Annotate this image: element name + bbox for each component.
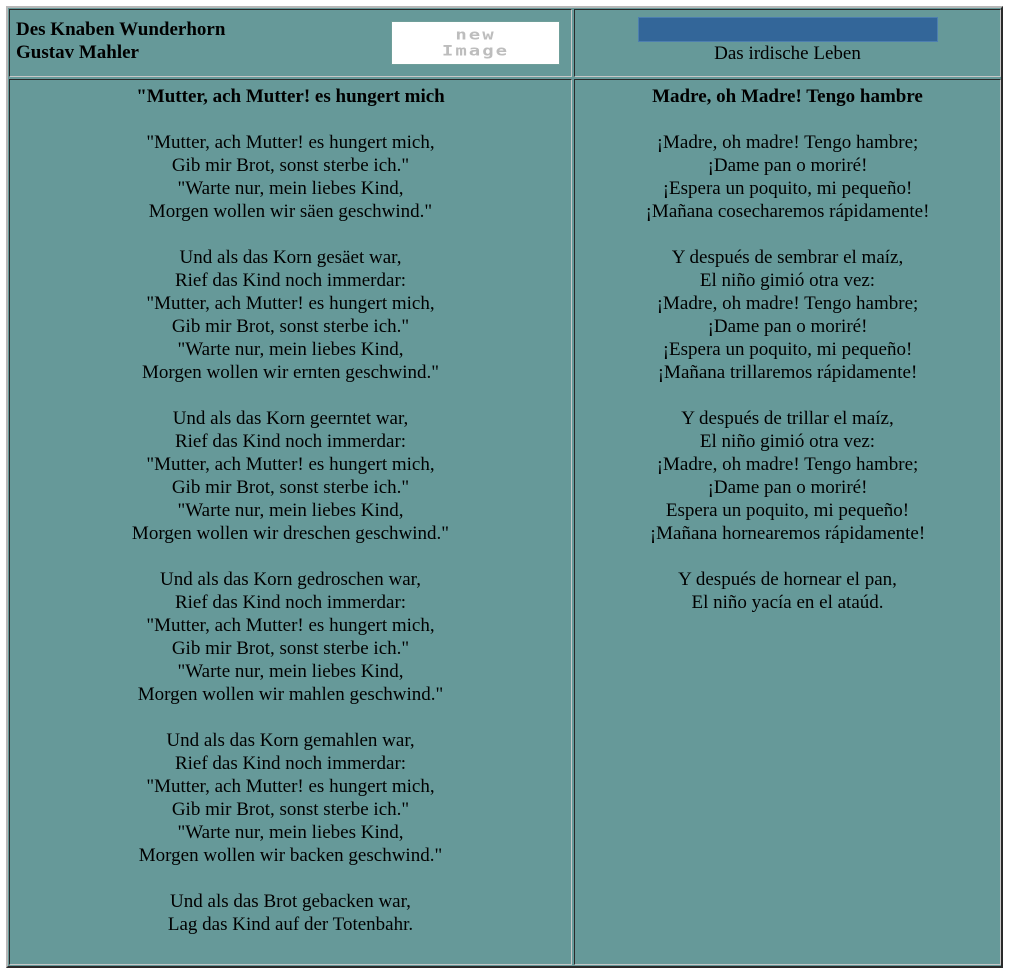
stanza — [10, 890, 571, 936]
stanza — [10, 729, 571, 867]
verse-line: Rief das Kind noch immerdar: — [174, 753, 407, 774]
stanza — [575, 131, 1000, 223]
verse-line: "Warte nur, mein liebes Kind, — [177, 339, 404, 360]
verse-line: Y después de trillar el maíz, — [681, 408, 894, 429]
new-image-placeholder — [391, 21, 560, 65]
stanza — [10, 131, 571, 223]
new-image-word-2: Image — [441, 42, 510, 60]
verse-line: Gib mir Brot, sonst sterbe ich." — [171, 316, 410, 337]
verse-line: Gib mir Brot, sonst sterbe ich." — [171, 155, 410, 176]
verse-line: ¡Espera un poquito, mi pequeño! — [662, 339, 913, 360]
stanza — [10, 568, 571, 706]
verse-line: ¡Madre, oh madre! Tengo hambre; — [656, 454, 919, 475]
german-poem — [10, 85, 571, 959]
verse-line: Morgen wollen wir dreschen geschwind." — [131, 523, 450, 544]
song-title: Das irdische Leben — [714, 43, 861, 64]
verse-line: ¡Mañana cosecharemos rápidamente! — [645, 201, 930, 222]
verse-line: ¡Dame pan o moriré! — [707, 477, 868, 498]
collection-title: Des Knaben Wunderhorn — [16, 19, 226, 40]
verse-line: Morgen wollen wir säen geschwind." — [148, 201, 433, 222]
verse-line: Morgen wollen wir backen geschwind." — [138, 845, 443, 866]
verse-line: "Warte nur, mein liebes Kind, — [177, 178, 404, 199]
stanza — [575, 246, 1000, 384]
stanza — [575, 407, 1000, 545]
verse-line: Und als das Korn gemahlen war, — [166, 730, 415, 751]
verse-line: "Mutter, ach Mutter! es hungert mich, — [146, 293, 435, 314]
verse-line: El niño gimió otra vez: — [699, 270, 876, 291]
verse-line: Espera un poquito, mi pequeño! — [665, 500, 910, 521]
verse-line: "Warte nur, mein liebes Kind, — [177, 661, 404, 682]
spanish-poem — [575, 85, 1000, 637]
spanish-lyrics-cell — [574, 79, 1001, 965]
german-lyrics-cell — [9, 79, 572, 965]
poem-table — [6, 6, 1003, 968]
verse-line: Morgen wollen wir ernten geschwind." — [141, 362, 440, 383]
verse-line: Y después de hornear el pan, — [678, 569, 897, 590]
verse-line: ¡Mañana trillaremos rápidamente! — [657, 362, 918, 383]
verse-line: Rief das Kind noch immerdar: — [174, 431, 407, 452]
verse-line: Und als das Korn gesäet war, — [179, 247, 402, 268]
verse-line: "Mutter, ach Mutter! es hungert mich, — [146, 615, 435, 636]
german-poem-title: "Mutter, ach Mutter! es hungert mich — [136, 86, 445, 107]
banner-bar — [638, 17, 938, 42]
verse-line: ¡Madre, oh madre! Tengo hambre; — [656, 132, 919, 153]
verse-line: "Mutter, ach Mutter! es hungert mich, — [146, 776, 435, 797]
spanish-poem-title: Madre, oh Madre! Tengo hambre — [652, 86, 923, 107]
verse-line: Gib mir Brot, sonst sterbe ich." — [171, 638, 410, 659]
title-cell — [9, 9, 572, 77]
stanza — [10, 407, 571, 545]
verse-line: Und als das Brot gebacken war, — [170, 891, 411, 912]
verse-line: Und als das Korn geerntet war, — [172, 408, 409, 429]
verse-line: Lag das Kind auf der Totenbahr. — [167, 914, 414, 935]
german-stanzas — [10, 131, 571, 936]
verse-line: ¡Dame pan o moriré! — [707, 155, 868, 176]
verse-line: "Warte nur, mein liebes Kind, — [177, 822, 404, 843]
composer-name: Gustav Mahler — [16, 42, 139, 63]
banner-cell — [574, 9, 1001, 77]
stanza — [575, 568, 1000, 614]
verse-line: Morgen wollen wir mahlen geschwind." — [137, 684, 444, 705]
verse-line: "Mutter, ach Mutter! es hungert mich, — [146, 454, 435, 475]
verse-line: Und als das Korn gedroschen war, — [160, 569, 421, 590]
spanish-stanzas — [575, 131, 1000, 614]
verse-line: El niño yacía en el ataúd. — [691, 592, 884, 613]
verse-line: Gib mir Brot, sonst sterbe ich." — [171, 799, 410, 820]
verse-line: "Warte nur, mein liebes Kind, — [177, 500, 404, 521]
new-image-word-1: new — [455, 26, 496, 44]
verse-line: ¡Madre, oh madre! Tengo hambre; — [656, 293, 919, 314]
verse-line: ¡Dame pan o moriré! — [707, 316, 868, 337]
verse-line: ¡Espera un poquito, mi pequeño! — [662, 178, 913, 199]
verse-line: El niño gimió otra vez: — [699, 431, 876, 452]
verse-line: Rief das Kind noch immerdar: — [174, 592, 407, 613]
verse-line: Rief das Kind noch immerdar: — [174, 270, 407, 291]
verse-line: Y después de sembrar el maíz, — [671, 247, 904, 268]
verse-line: "Mutter, ach Mutter! es hungert mich, — [146, 132, 435, 153]
verse-line: Gib mir Brot, sonst sterbe ich." — [171, 477, 410, 498]
verse-line: ¡Mañana hornearemos rápidamente! — [649, 523, 926, 544]
stanza — [10, 246, 571, 384]
